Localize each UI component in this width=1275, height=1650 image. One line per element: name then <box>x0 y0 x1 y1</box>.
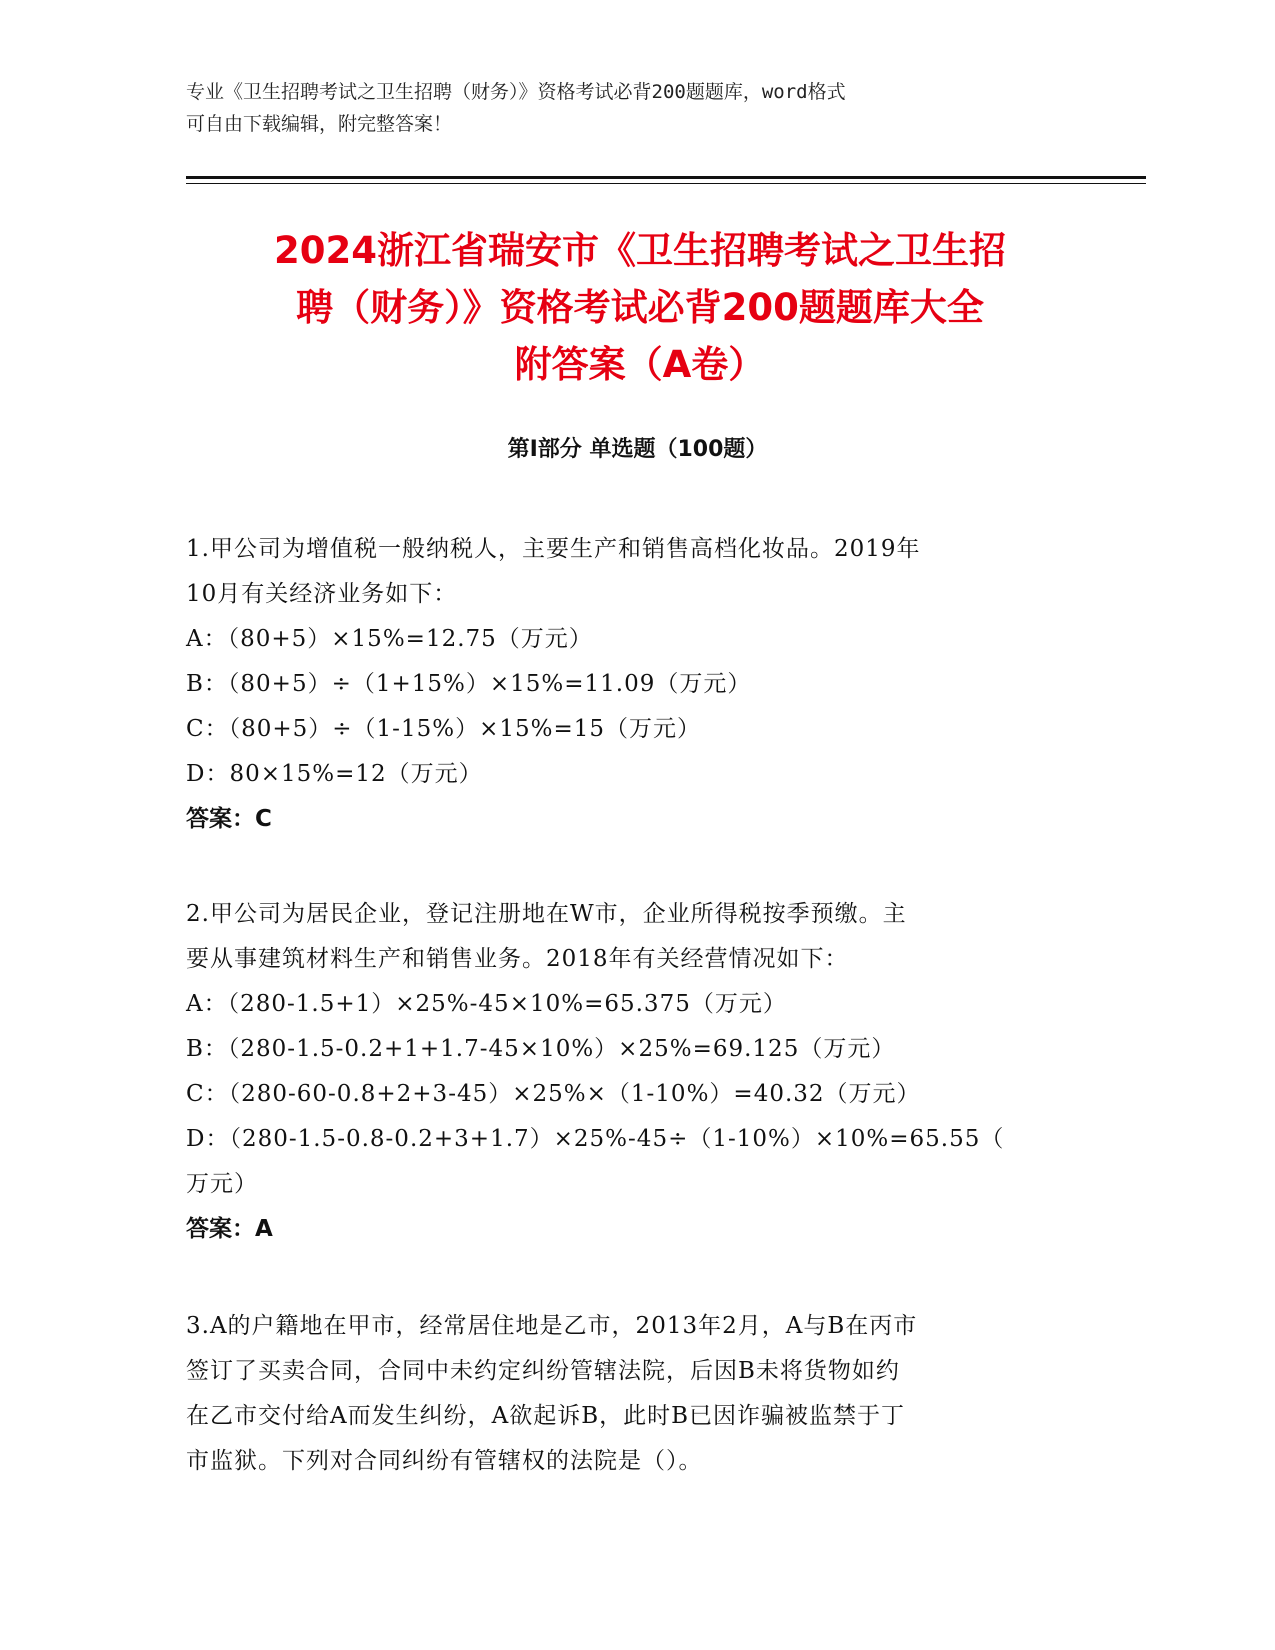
header-divider <box>186 176 1146 179</box>
answer-line: 答案：C <box>186 806 272 832</box>
header-note <box>186 76 1066 140</box>
option-d: D：（280-1.5-0.8-0.2+3+1.7）×25%-45÷（1-10%）×10%=65.55（ <box>186 1126 1005 1152</box>
option-a: A：（80+5）×15%=12.75（万元） <box>186 626 593 652</box>
question-stem-line: 3.A的户籍地在甲市，经常居住地是乙市，2013年2月，A与B在丙市 <box>186 1313 918 1339</box>
option-c: C：（280-60-0.8+2+3-45）×25%×（1-10%）=40.32（万元） <box>186 1081 921 1107</box>
header-note-line: 可自由下载编辑，附完整答案！ <box>186 113 453 135</box>
option-d: D：80×15%=12（万元） <box>186 761 483 787</box>
answer-line: 答案：A <box>186 1216 273 1242</box>
question-1 <box>186 527 1066 842</box>
option-b: B：（80+5）÷（1+15%）×15%=11.09（万元） <box>186 671 752 697</box>
question-2 <box>186 892 1066 1252</box>
option-c: C：（80+5）÷（1-15%）×15%=15（万元） <box>186 716 701 742</box>
document-title <box>160 222 1120 393</box>
question-stem-line: 1.甲公司为增值税一般纳税人，主要生产和销售高档化妆品。2019年 <box>186 536 921 562</box>
question-stem-line: 在乙市交付给A而发生纠纷，A欲起诉B，此时B已因诈骗被监禁于丁 <box>186 1403 906 1429</box>
question-3 <box>186 1304 1066 1484</box>
title-line: 附答案（A卷） <box>514 343 766 386</box>
question-stem-line: 签订了买卖合同，合同中未约定纠纷管辖法院，后因B未将货物如约 <box>186 1358 900 1384</box>
title-line: 聘（财务）》资格考试必背200题题库大全 <box>296 286 984 329</box>
option-d-continued: 万元） <box>186 1171 258 1197</box>
section-heading: 第I部分 单选题（100题） <box>507 437 768 462</box>
option-b: B：（280-1.5-0.2+1+1.7-45×10%）×25%=69.125（万元） <box>186 1036 896 1062</box>
title-line: 2024浙江省瑞安市《卫生招聘考试之卫生招 <box>274 229 1006 272</box>
header-note-line: 专业《卫生招聘考试之卫生招聘（财务）》资格考试必背200题题库，word格式 <box>186 81 846 103</box>
option-a: A：（280-1.5+1）×25%-45×10%=65.375（万元） <box>186 991 787 1017</box>
header-divider-thin <box>186 183 1146 184</box>
question-stem-line: 要从事建筑材料生产和销售业务。2018年有关经营情况如下： <box>186 946 849 972</box>
question-stem-line: 市监狱。下列对合同纠纷有管辖权的法院是（）。 <box>186 1448 703 1474</box>
question-stem-line: 2.甲公司为居民企业，登记注册地在W市，企业所得税按季预缴。主 <box>186 901 907 927</box>
question-stem-line: 10月有关经济业务如下： <box>186 581 458 607</box>
